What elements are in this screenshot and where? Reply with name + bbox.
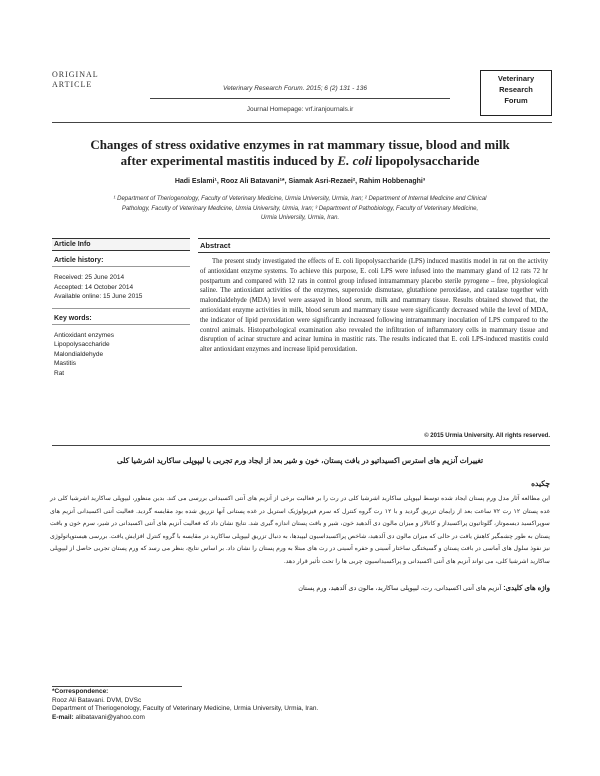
persian-abstract-heading: چکیده	[531, 479, 550, 488]
logo-line2: Research	[499, 85, 533, 94]
keyword-item: Lipopolysaccharide	[54, 341, 110, 348]
persian-keywords-label: واژه های کلیدی:	[503, 585, 550, 592]
received-date: Received: 25 June 2014	[54, 274, 125, 281]
available-date: Available online: 15 June 2015	[54, 293, 143, 300]
email-link[interactable]: alibatavani@yahoo.com	[75, 713, 145, 721]
journal-logo	[480, 70, 552, 116]
header-divider	[150, 98, 450, 99]
copyright-notice: © 2015 Urmia University. All rights reserved.	[424, 433, 550, 439]
title-line2: after experimental mastitis induced by E. coli lipopolysaccharide	[120, 153, 480, 168]
article-info-panel	[52, 238, 190, 378]
logo-line1: Veterinary	[497, 74, 535, 83]
header-bottom-rule	[52, 122, 552, 123]
abstract-section	[198, 238, 550, 355]
article-type-line1: ORIGINAL	[52, 70, 99, 79]
corresponding-department: Department of Theriogenology, Faculty of Veterinary Medicine, Urmia University, Urmia, Iran.	[52, 705, 319, 712]
corresponding-author: Rooz Ali Batavani. DVM, DVSc	[52, 696, 142, 704]
article-info-heading: Article Info	[52, 238, 190, 251]
paper-title	[60, 137, 540, 169]
article-type-label	[52, 70, 99, 90]
title-line1: Changes of stress oxidative enzymes in rat mammary tissue, blood and milk	[90, 137, 510, 152]
keywords-list	[52, 331, 190, 379]
correspondence-heading: *Correspondence:	[52, 688, 109, 695]
footnote-rule	[52, 686, 182, 687]
article-history-heading: Article history:	[52, 251, 190, 267]
correspondence-block	[52, 688, 452, 722]
keyword-item: Rat	[54, 369, 65, 377]
persian-title: تغییرات آنزیم های استرس اکسیداتیو در بافت پستان، خون و شیر بعد از ایجاد ورم تجربی با لیپوپلی ساکارید اشرشیا کلی	[116, 456, 484, 465]
author-list: Hadi Eslami¹, Rooz Ali Batavani¹*, Siamak Asri-Rezaei², Rahim Hobbenaghi³	[174, 178, 426, 185]
article-type-line2: ARTICLE	[52, 80, 93, 89]
logo-line3: Forum	[504, 96, 528, 105]
journal-homepage[interactable]: Journal Homepage: vrf.iranjournals.ir	[246, 106, 354, 113]
keyword-item: Malondialdehyde	[54, 350, 104, 358]
keyword-item: Antioxidant enzymes	[54, 331, 114, 339]
affiliations: ¹ Department of Theriogenology, Faculty of Veterinary Medicine, Urmia University, Urmia, Iran; ² Department of Internal Medicine and Clinical Pathology, Faculty of Veterinary Medicine, Urmia University, Urmia, Iran; ³ Department of Pathobiology, Faculty of Veterinary Medicine, Urmia University, Urmia, Iran.	[113, 196, 487, 221]
abstract-heading: Abstract	[198, 238, 550, 253]
journal-citation: Veterinary Research Forum. 2015; 6 (2) 131 - 136	[223, 85, 367, 92]
persian-abstract-text: این مطالعه آثار مدل ورم پستان ایجاد شده توسط لیپوپلی ساکارید اشرشیا کلی در رت را بر فعالیت برخی از آنزیم های آنتی اکسیدانی بررسی می کند. بدین منظور، لیپوپلی ساکارید اشرشیا کلی در غده پستان ۱۲ رت ۷۲ ساعت بعد از زایمان تزریق گردید و با ۱۲ رت گروه کنترل که سرم فیزیولوژیک استریل در غده پستانی آنها تزریق شده بود مقایسه گردید. فعالیت آنتی اکسیدانی آنزیم های سوپراکسید دیسموتاز، گلوتاتیون پراکسیداز و کاتالاز و میزان مالون دی آلدهید خون، شیر و بافت پستان اندازه گیری شد. نتایج نشان داد که فعالیت آنزیم های آنتی اکسیدانی در شیر، سرم خون و بافت پستان به طور چشمگیر کاهش یافت در حالی که میزان مالون دی آلدهید، شاخص پراکسیداسیون لیپیدها، به دنبال تزریق لیپوپلی ساکارید در مقایسه با گروه کنترل افزایش یافت. بررسی هیستوپاتولوژی نیز نفوذ سلول های آماسی در بافت پستان و گسیختگی ساختار آسینی و حفره آسینی در رت های مبتلا به ورم پستان را نشان داد. بر اساس نتایج، بنظر می رسد که ورم پستان تجربی حاصل از لیپوپلی ساکارید اشرشیا کلی، می تواند آنزیم های آنتی اکسیدانی و پراکسیداسیون چربی ها را تحت تأثیر قرار دهد.	[50, 495, 550, 565]
abstract-text: The present study investigated the effects of E. coli lipopolysaccharide (LPS) induced mastitis model in rat on the activity of antioxidant enzyme systems. To achieve this purpose, E. coli LPS were infused into the mammary gland of 12 rats 72 hr postpartum and compared with 12 rats in control group infused intramammary placebo sterile pyrogene – free, physiological saline. The antioxidant activities of the enzymes, superoxide dismutase, glutathione peroxidase, and catalase together with malondialdehyde (MDA) level were assayed in blood serum, milk and mammary tissue. Results obtained showed that, the antioxidant enzyme activities in milk, blood serum and mammary tissue were significantly decreased while the level of MDA, the indicator of lipid peroxidation were significantly increased following intramammary inoculation of LPS compared to the control animals. Histopathological examination also revealed the infiltration of inflammatory cells in mammary tissue and disruption of acinar structure and acinar lumina in mastitic rats. The results indicated that E. coli LPS-induced mastitis could alter antioxidant enzymes and increase lipid peroxidation.	[200, 258, 548, 354]
keywords-heading: Key words:	[52, 309, 190, 325]
abstract-bottom-rule	[52, 445, 550, 446]
persian-keywords-text: آنزیم های آنتی اکسیدانی، رت، لیپوپلی ساکارید، مالون دی آلدهید، ورم پستان	[298, 585, 502, 592]
email-label: E-mail:	[52, 713, 74, 721]
keyword-item: Mastitis	[54, 360, 77, 367]
accepted-date: Accepted: 14 October 2014	[54, 283, 134, 291]
persian-keywords	[50, 584, 550, 592]
